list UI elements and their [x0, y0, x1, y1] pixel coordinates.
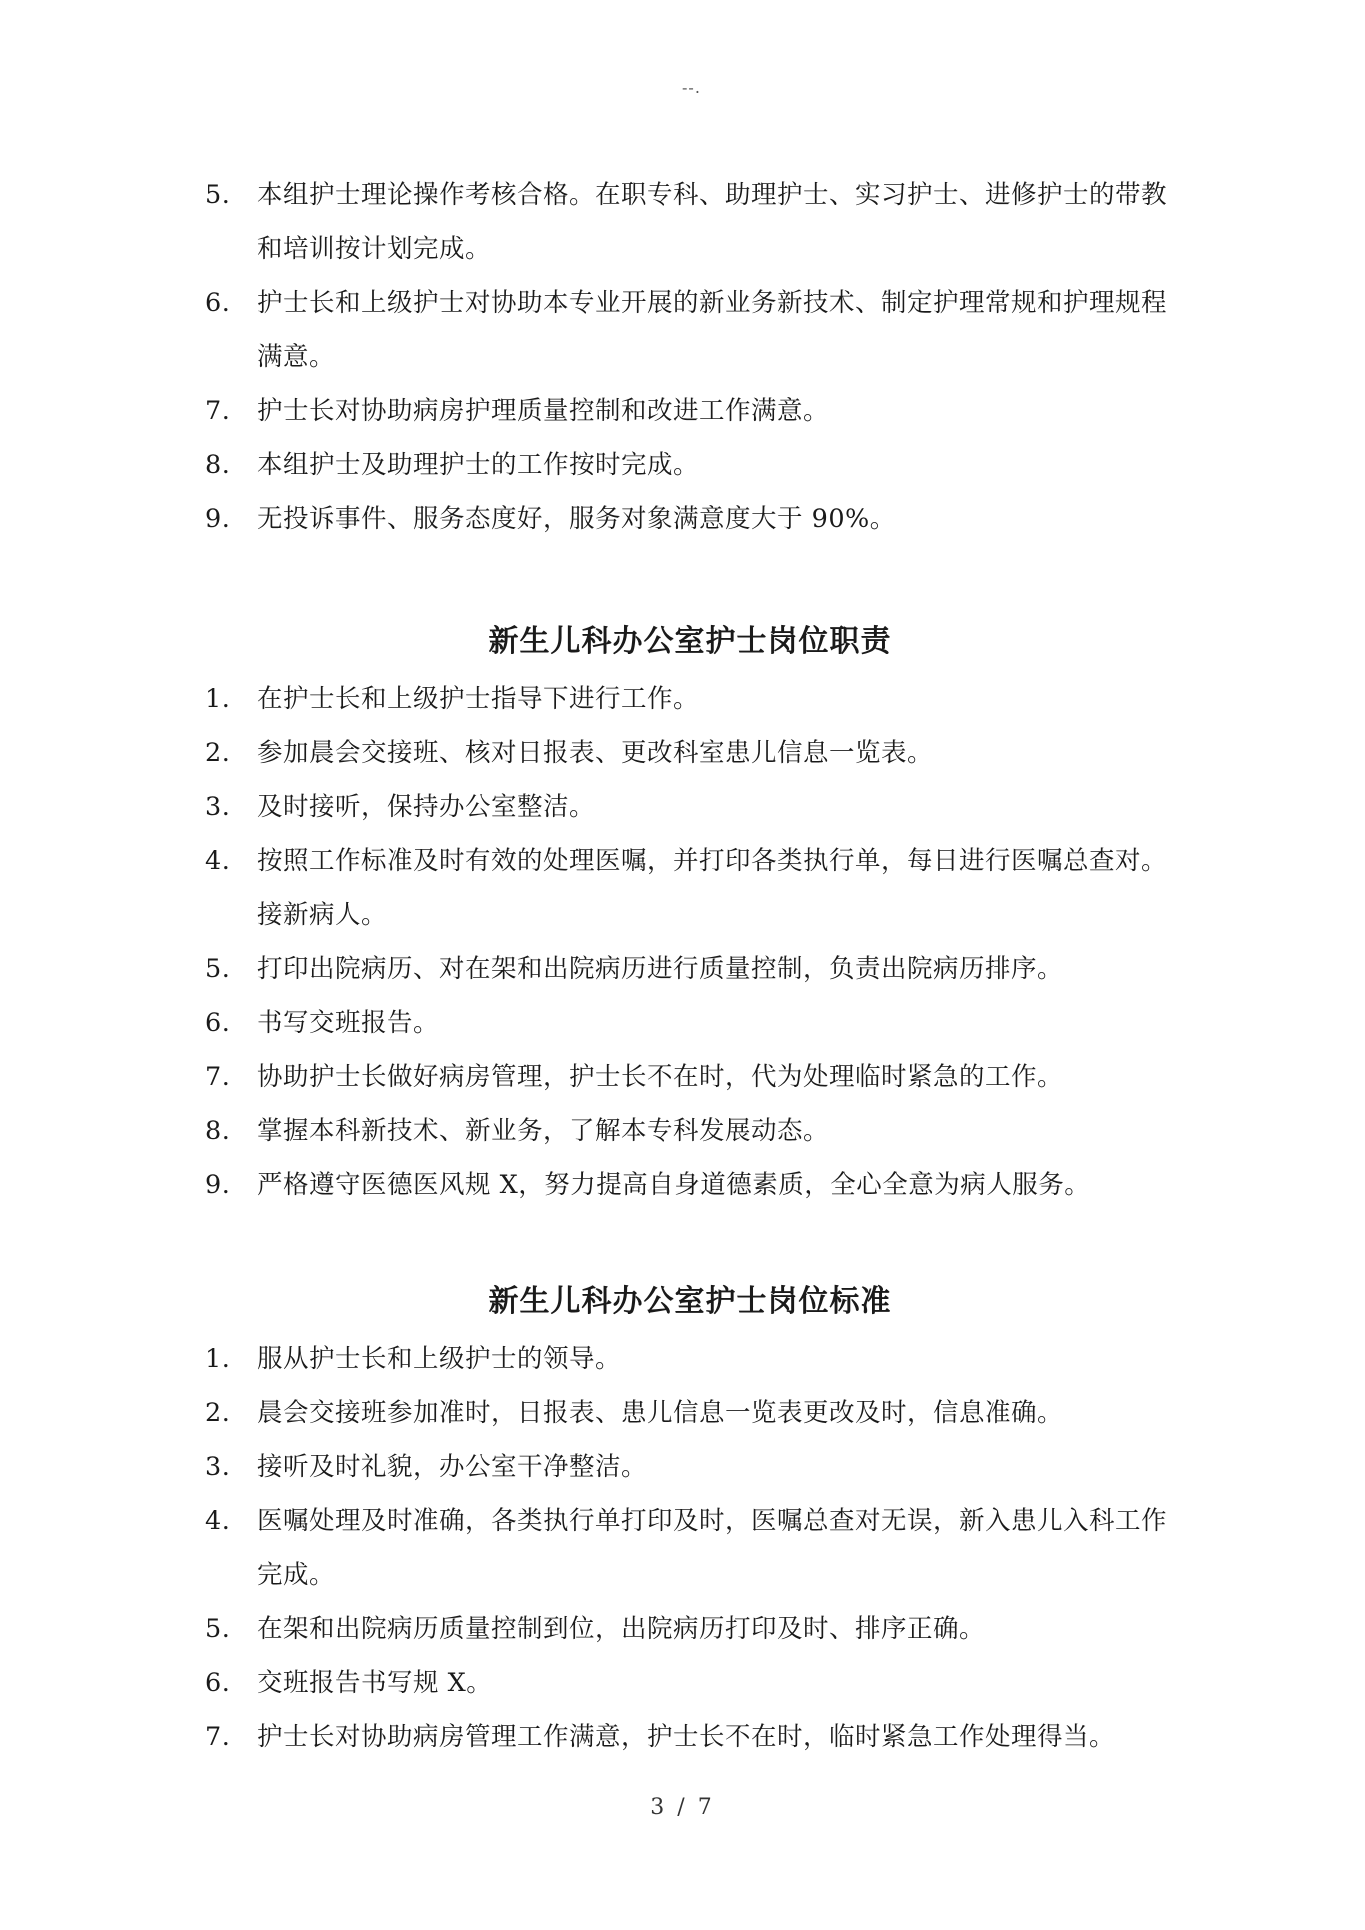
item-number: 5.	[205, 954, 231, 984]
item-number: 3.	[205, 1452, 231, 1482]
item-number: 8.	[205, 1116, 231, 1146]
item-number: 9.	[205, 504, 231, 534]
item-text: 本组护士理论操作考核合格。在职专科、助理护士、实习护士、进修护士的带教和培训按计划完成。	[257, 180, 1168, 264]
item-text: 服从护士长和上级护士的领导。	[257, 1344, 622, 1374]
list-item	[205, 384, 1175, 438]
list-item	[205, 834, 1175, 942]
item-text: 护士长和上级护士对协助本专业开展的新业务新技术、制定护理常规和护理规程满意。	[257, 288, 1168, 372]
item-number: 7.	[205, 1722, 231, 1752]
item-number: 5.	[205, 180, 231, 210]
continued-list	[205, 168, 1175, 546]
item-number: 4.	[205, 1506, 231, 1536]
page-content	[205, 168, 1175, 1764]
list-item	[205, 726, 1175, 780]
item-number: 7.	[205, 396, 231, 426]
list-item	[205, 1386, 1175, 1440]
item-number: 1.	[205, 1344, 231, 1374]
list-item	[205, 1602, 1175, 1656]
item-text: 护士长对协助病房护理质量控制和改进工作满意。	[257, 396, 830, 426]
list-item	[205, 438, 1175, 492]
item-text: 按照工作标准及时有效的处理医嘱，并打印各类执行单，每日进行医嘱总查对。接新病人。	[257, 846, 1168, 930]
item-text: 协助护士长做好病房管理，护士长不在时，代为处理临时紧急的工作。	[257, 1062, 1064, 1092]
item-text: 打印出院病历、对在架和出院病历进行质量控制，负责出院病历排序。	[257, 954, 1064, 984]
list-item	[205, 168, 1175, 276]
header-mark: --.	[682, 78, 701, 97]
list-item	[205, 672, 1175, 726]
item-number: 9.	[205, 1170, 231, 1200]
item-text: 掌握本科新技术、新业务，了解本专科发展动态。	[257, 1116, 830, 1146]
list-item	[205, 942, 1175, 996]
item-text: 无投诉事件、服务态度好，服务对象满意度大于 90%。	[257, 504, 896, 534]
item-text: 接听及时礼貌，办公室干净整洁。	[257, 1452, 648, 1482]
item-number: 4.	[205, 846, 231, 876]
section-title-standards: 新生儿科办公室护士岗位标准	[488, 1284, 892, 1319]
list-item	[205, 1494, 1175, 1602]
item-text: 本组护士及助理护士的工作按时完成。	[257, 450, 700, 480]
item-text: 书写交班报告。	[257, 1008, 440, 1038]
item-text: 及时接听，保持办公室整洁。	[257, 792, 596, 822]
item-number: 1.	[205, 684, 231, 714]
item-text: 在架和出院病历质量控制到位，出院病历打印及时、排序正确。	[257, 1614, 986, 1644]
item-text: 在护士长和上级护士指导下进行工作。	[257, 684, 700, 714]
item-text: 医嘱处理及时准确，各类执行单打印及时，医嘱总查对无误，新入患儿入科工作完成。	[257, 1506, 1168, 1590]
item-number: 6.	[205, 288, 231, 318]
section-title-duties: 新生儿科办公室护士岗位职责	[488, 624, 892, 659]
item-number: 2.	[205, 1398, 231, 1428]
page-number: 3 / 7	[650, 1795, 715, 1820]
item-number: 6.	[205, 1668, 231, 1698]
item-number: 3.	[205, 792, 231, 822]
list-item	[205, 492, 1175, 546]
list-item	[205, 1158, 1175, 1212]
item-text: 交班报告书写规 X。	[257, 1668, 493, 1698]
list-item	[205, 276, 1175, 384]
item-text: 参加晨会交接班、核对日报表、更改科室患儿信息一览表。	[257, 738, 934, 768]
item-number: 5.	[205, 1614, 231, 1644]
item-text: 严格遵守医德医风规 X，努力提高自身道德素质，全心全意为病人服务。	[257, 1170, 1091, 1200]
standards-list	[205, 1332, 1175, 1764]
item-number: 8.	[205, 450, 231, 480]
item-text: 护士长对协助病房管理工作满意，护士长不在时，临时紧急工作处理得当。	[257, 1722, 1116, 1752]
list-item	[205, 1104, 1175, 1158]
list-item	[205, 1332, 1175, 1386]
duties-list	[205, 672, 1175, 1212]
list-item	[205, 1440, 1175, 1494]
list-item	[205, 1656, 1175, 1710]
item-number: 2.	[205, 738, 231, 768]
item-number: 6.	[205, 1008, 231, 1038]
list-item	[205, 996, 1175, 1050]
list-item	[205, 780, 1175, 834]
item-text: 晨会交接班参加准时，日报表、患儿信息一览表更改及时，信息准确。	[257, 1398, 1064, 1428]
item-number: 7.	[205, 1062, 231, 1092]
list-item	[205, 1050, 1175, 1104]
list-item	[205, 1710, 1175, 1764]
